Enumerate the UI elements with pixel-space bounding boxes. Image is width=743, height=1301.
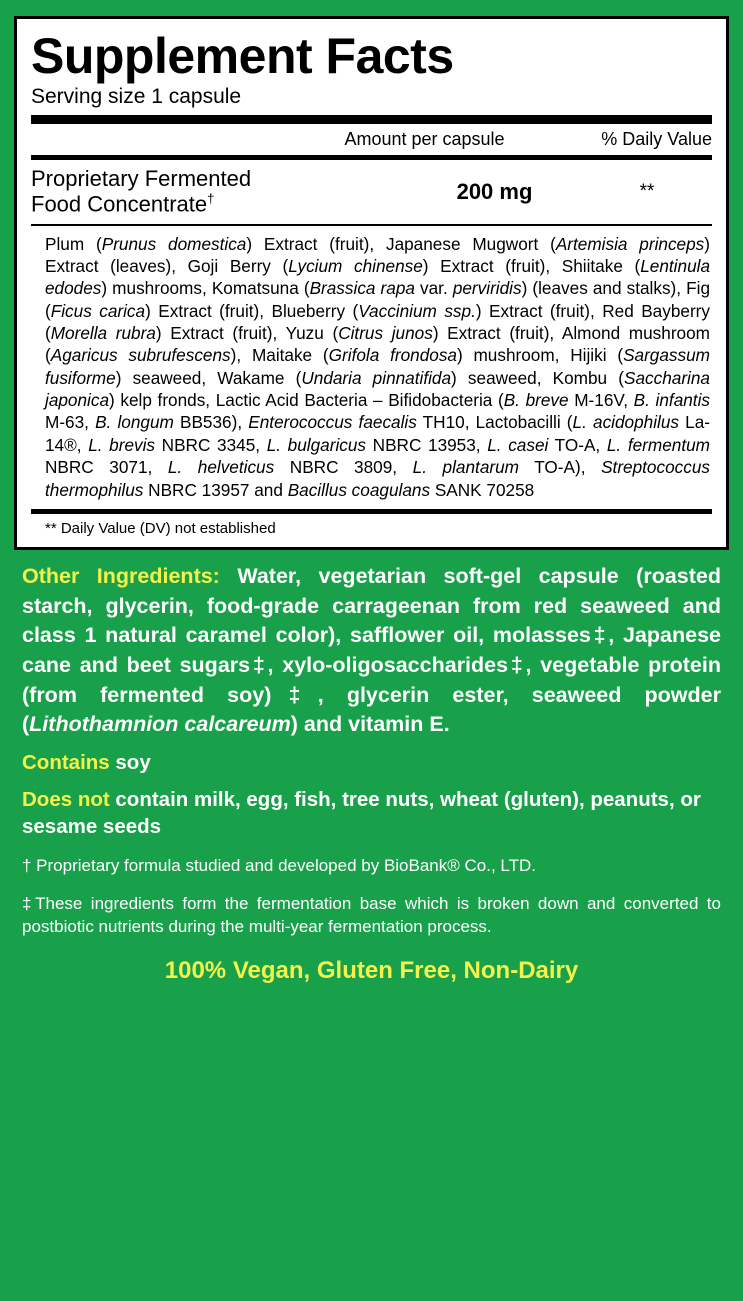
- contains-allergens-text: Contains soy: [22, 750, 151, 774]
- column-header-daily-value: % Daily Value: [601, 129, 712, 149]
- ingredient-list: Plum (Prunus domestica) Extract (fruit), Japanese Mugwort (Artemisia princeps) Extract (leaves), Goji Berry (Lycium chinense) Extract (fruit), Shiitake (Lentinula edodes) mushrooms, Komatsuna (Brassica rapa var. perviridis) (leaves and stalks), Fig (Ficus carica) Extract (fruit), Blueberry (Vaccinium ssp.) Extract (fruit), Red Bayberry (Morella rubra) Extract (fruit), Yuzu (Citrus junos) Extract (fruit), Almond mushroom (Agaricus subrufescens), Maitake (Grifola frondosa) mushroom, Hijiki (Sargassum fusiforme) seaweed, Wakame (Undaria pinnatifida) seaweed, Kombu (Saccharina japonica) kelp fronds, Lactic Acid Bacteria – Bifidobacteria (B. breve M-16V, B. infantis M-63, B. longum BB536), Enterococcus faecalis TH10, Lactobacilli (L. acidophilus La-14®, L. brevis NBRC 3345, L. bulgaricus NBRC 13953, L. casei TO-A, L. fermentum NBRC 3071, L. helveticus NBRC 3809, L. plantarum TO-A), Streptococcus thermophilus NBRC 13957 and Bacillus coagulans SANK 70258: [45, 233, 711, 500]
- green-info-block: [14, 550, 729, 985]
- does-not-contain-text: Does not contain milk, egg, fish, tree nuts, wheat (gluten), peanuts, or sesame seeds: [22, 787, 701, 839]
- daily-value-footnote: ** Daily Value (DV) not established: [45, 519, 276, 537]
- nutrient-name-line-1: Proprietary Fermented: [31, 166, 252, 191]
- serving-size-text: Serving size 1 capsule: [31, 85, 242, 108]
- supplement-facts-panel: [14, 16, 729, 550]
- divider-thick-top: [31, 115, 712, 124]
- column-header-amount: Amount per capsule: [344, 129, 505, 149]
- dagger-symbol: †: [207, 190, 215, 206]
- vegan-claim-text: 100% Vegan, Gluten Free, Non-Dairy: [164, 956, 579, 984]
- nutrient-daily-value: **: [639, 180, 655, 202]
- other-ingredients-text: Other Ingredients: Water, vegetarian soft-gel capsule (roasted starch, glycerin, food-grade carrageenan from red seaweed and class 1 natural caramel color), safflower oil, molasses‡, Japanese cane and beet sugars‡, xylo-oligosaccharides‡, vegetable protein (from fermented soy)‡, glycerin ester, seaweed powder (Lithothamnion calcareum) and vitamin E.: [22, 563, 722, 737]
- page-title: Supplement Facts: [31, 28, 454, 84]
- nutrient-amount: 200 mg: [456, 178, 533, 204]
- table-row: [31, 160, 712, 224]
- fermentation-base-note: ‡These ingredients form the fermentation base which is broken down and converted to postbiotic nutrients during the multi-year fermentation process.: [22, 893, 721, 937]
- nutrient-name: [31, 167, 407, 217]
- column-headers: [31, 124, 712, 155]
- proprietary-formula-note: † Proprietary formula studied and developed by BioBank® Co., LTD.: [22, 855, 536, 875]
- nutrient-name-line-2: Food Concentrate: [31, 190, 208, 216]
